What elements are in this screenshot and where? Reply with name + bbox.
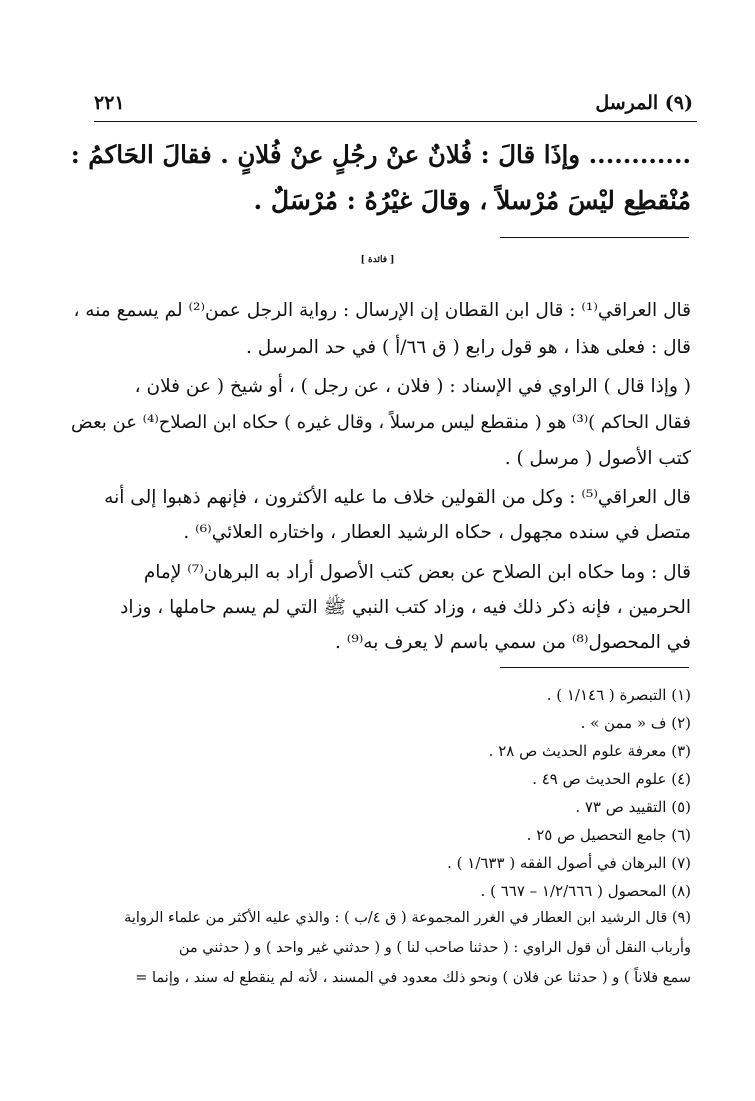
paragraph-4-line-1: قال : وما حكاه ابن الصلاح عن بعض كتب الأصول أراد به البرهان⁽⁷⁾ لإمام	[143, 562, 691, 583]
footnote-5: (٥) التقييد ص ٧٣ .	[575, 798, 691, 816]
verse-line-1: ............ وإذَا قالَ : فُلانٌ عنْ رجُلٍ عنْ فُلانٍ . فقالَ الحَاكمُ :	[70, 140, 691, 169]
paragraph-2-line-1: ( وإذا قال ) الراوي في الإسناد : ( فلان ، عن رجل ) ، أو شيخ ( عن فلان ،	[134, 376, 691, 397]
footnote-1: (١) التبصرة ( ١/١٤٦ ) .	[546, 686, 691, 704]
verse-divider	[500, 237, 689, 238]
paragraph-2-line-2: فقال الحاكم )⁽³⁾ هو ( منقطع ليس مرسلاً ، وقال غيره ) حكاه ابن الصلاح⁽⁴⁾ عن بعض	[71, 412, 691, 433]
footnote-2: (٢) ف « ممن » .	[580, 714, 691, 732]
footnote-9-line-1: (٩) قال الرشيد ابن العطار في الغرر المجموعة ( ق ٤/ب ) : والذي عليه الأكثر من علماء الرواية	[124, 910, 691, 926]
paragraph-3-line-2: متصل في سنده مجهول ، حكاه الرشيد العطار ، واختاره العلائي⁽⁶⁾ .	[183, 522, 691, 543]
paragraph-3-line-1: قال العراقي⁽⁵⁾ : وكل من القولين خلاف ما عليه الأكثرون ، فإنهم ذهبوا إلى أنه	[104, 487, 691, 508]
chapter-header-title: (٩) المرسل	[595, 92, 693, 114]
footnote-3: (٣) معرفة علوم الحديث ص ٢٨ .	[488, 742, 691, 760]
paragraph-1-line-2: قال : فعلى هذا ، هو قول رابع ( ق ٦٦/أ ) في حد المرسل .	[245, 337, 691, 358]
verse-line-2: مُنْقطِع ليْسَ مُرْسلاً ، وقالَ غيْرُهُ : مُرْسَلٌ .	[253, 186, 691, 215]
footnote-8: (٨) المحصول ( ١/٢/٦٦٦ – ٦٦٧ ) .	[480, 882, 691, 900]
paragraph-1-line-1: قال العراقي⁽¹⁾ : قال ابن القطان إن الإرسال : رواية الرجل عمن⁽²⁾ لم يسمع منه ،	[73, 300, 691, 321]
footnote-divider	[500, 667, 689, 668]
page-number: ٢٢١	[94, 92, 125, 114]
footnote-4: (٤) علوم الحديث ص ٤٩ .	[532, 770, 691, 788]
footnote-6: (٦) جامع التحصيل ص ٢٥ .	[526, 826, 691, 844]
section-heading: [ فائدة ]	[360, 255, 395, 265]
paragraph-4-line-2: الحرمين ، فإنه ذكر ذلك فيه ، وزاد كتب النبي ﷺ التي لم يسم حاملها ، وزاد	[120, 597, 691, 618]
footnote-7: (٧) البرهان في أصول الفقه ( ١/٦٣٣ ) .	[447, 854, 691, 872]
footnote-9-line-3: سمع فلاناً ) و ( حدثنا عن فلان ) ونحو ذلك معدود في المسند ، لأنه لم ينقطع له سند ، وإنما =	[135, 970, 691, 986]
paragraph-2-line-3: كتب الأصول ( مرسل ) .	[504, 448, 691, 469]
paragraph-4-line-3: في المحصول⁽⁸⁾ من سمي باسم لا يعرف به⁽⁹⁾ .	[335, 632, 691, 653]
footnote-9-line-2: وأرباب النقل أن قول الراوي : ( حدثنا صاحب لنا ) و ( حدثني غير واحد ) و ( حدثني من	[178, 940, 691, 956]
header-divider	[94, 121, 697, 122]
